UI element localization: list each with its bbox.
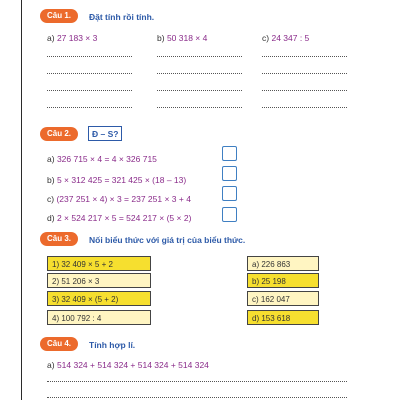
q2-checkbox-d[interactable] [222,207,237,222]
q4-item-a-expr: 514 324 + 514 324 + 514 324 + 514 324 [56,360,209,370]
answer-line[interactable] [47,397,347,398]
q4-badge: Câu 4. [40,337,78,351]
q2-item-b [47,175,186,185]
q4-title: Tính hợp lí. [89,340,136,350]
q3-badge: Câu 3. [40,232,78,246]
q1-item-b-expr: 50 318 × 4 [166,33,208,43]
q2-checkbox-b[interactable] [222,166,237,181]
q1-item-c [262,33,309,43]
answer-line[interactable] [262,56,347,57]
answer-line[interactable] [157,56,242,57]
q2-title: Đ – S? [92,129,119,139]
answer-line[interactable] [47,90,132,91]
q3-right-d[interactable]: d) 153 618 [247,310,319,325]
q3-right-c[interactable]: c) 162 047 [247,291,319,306]
q1-item-b [157,33,207,43]
q2-item-d-expr: 2 × 524 217 × 5 = 524 217 × (5 × 2) [56,213,192,223]
q1-item-c-expr: 24 347 : 5 [271,33,310,43]
page-left-border [21,0,22,400]
q2-badge: Câu 2. [40,127,78,141]
answer-line[interactable] [47,107,132,108]
q3-left-4[interactable]: 4) 100 792 : 4 [47,310,151,325]
answer-line[interactable] [47,73,132,74]
q2-item-b-label: b) [47,175,55,185]
q2-item-a-expr: 326 715 × 4 = 4 × 326 715 [56,154,157,164]
q1-item-a-label: a) [47,33,55,43]
q2-item-c-expr: (237 251 × 4) × 3 = 237 251 × 3 + 4 [56,194,191,204]
q3-left-2[interactable]: 2) 51 206 × 3 [47,273,151,288]
q1-item-a [47,33,97,43]
answer-line[interactable] [47,56,132,57]
answer-line[interactable] [262,107,347,108]
q2-checkbox-a[interactable] [222,146,237,161]
answer-line[interactable] [157,90,242,91]
q1-item-b-label: b) [157,33,165,43]
answer-line[interactable] [262,73,347,74]
q3-right-b[interactable]: b) 25 198 [247,273,319,288]
q2-checkbox-c[interactable] [222,186,237,201]
q2-item-c-label: c) [47,194,55,204]
q2-item-d-label: d) [47,213,55,223]
q4-item-a [47,360,209,370]
answer-line[interactable] [157,107,242,108]
q3-left-3[interactable]: 3) 32 409 × (5 + 2) [47,291,151,306]
q3-title: Nối biểu thức với giá trị của biểu thức. [89,235,246,245]
answer-line[interactable] [157,73,242,74]
q2-item-d [47,213,191,223]
answer-line[interactable] [262,90,347,91]
q1-item-a-expr: 27 183 × 3 [56,33,98,43]
q3-left-1[interactable]: 1) 32 409 × 5 + 2 [47,256,151,271]
q1-item-c-label: c) [262,33,270,43]
q1-badge: Câu 1. [40,9,78,23]
q2-item-c [47,194,191,204]
q1-title: Đặt tính rồi tính. [89,12,155,22]
q2-item-b-expr: 5 × 312 425 = 321 425 × (18 – 13) [56,175,187,185]
q3-right-a[interactable]: a) 226 863 [247,256,319,271]
q2-item-a-label: a) [47,154,55,164]
answer-line[interactable] [47,381,347,382]
q4-item-a-label: a) [47,360,55,370]
q2-item-a [47,154,157,164]
